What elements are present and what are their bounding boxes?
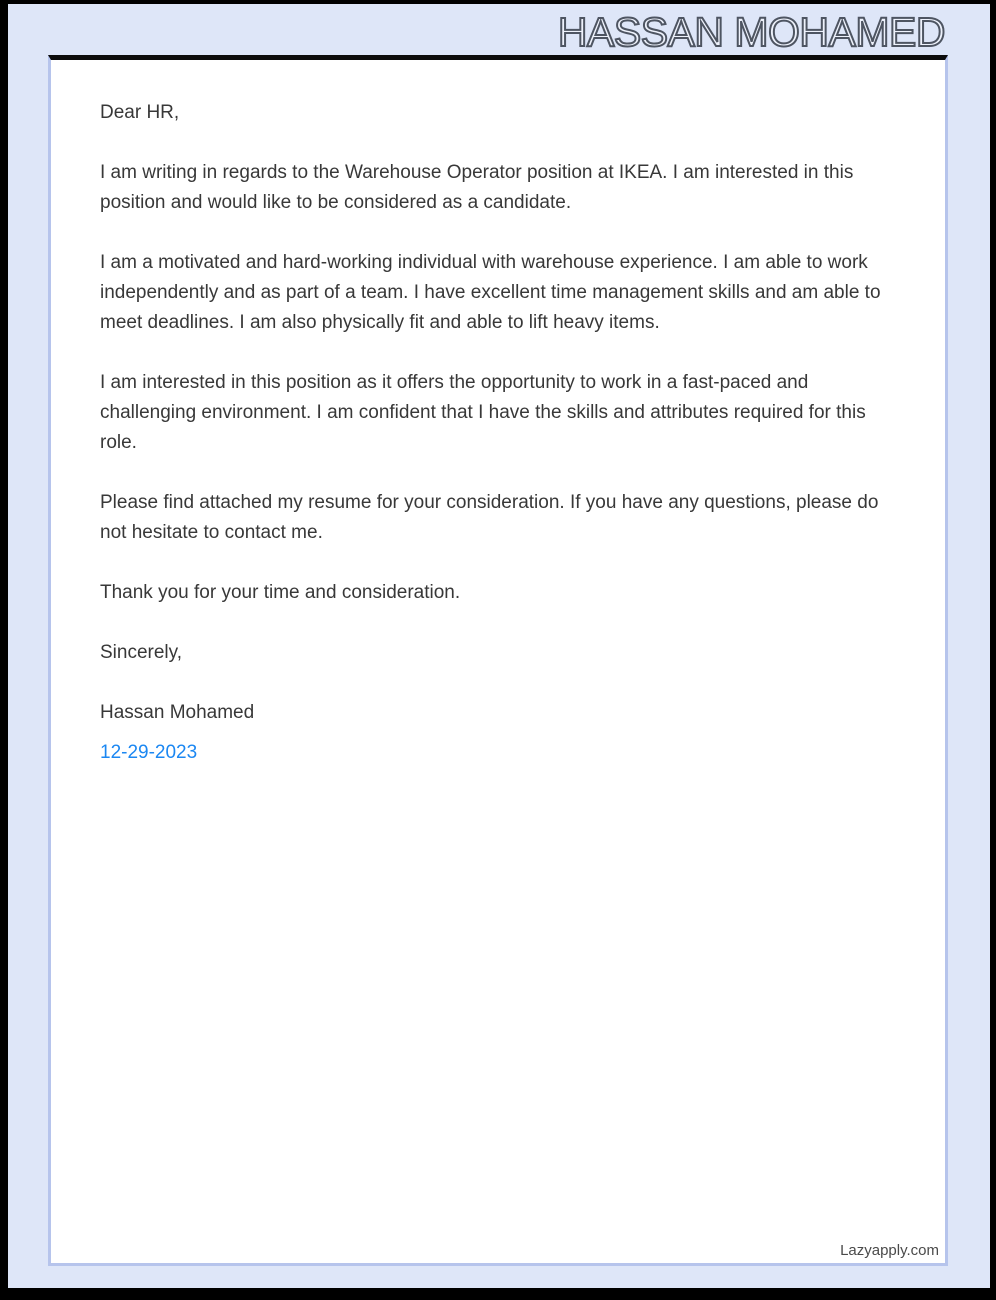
thanks-line: Thank you for your time and consideration. (100, 582, 461, 603)
letter-body (51, 60, 945, 768)
letter-paragraph: I am interested in this position as it offers the opportunity to work in a fast-paced and challenging environment. I am confident that I have the skills and attributes required for this role. (100, 372, 866, 453)
salutation: Dear HR, (100, 102, 180, 123)
letter-paragraph: I am writing in regards to the Warehouse Operator position at IKEA. I am interested in this position and would like to be considered as a candidate. (100, 162, 854, 213)
date-link[interactable]: 12-29-2023 (100, 742, 198, 763)
lazyapply-watermark: Lazyapply.com (840, 1242, 939, 1259)
applicant-name-header: HASSAN MOHAMED (557, 9, 945, 55)
cover-letter-page (48, 55, 948, 1266)
letter-paragraph: I am a motivated and hard-working individual with warehouse experience. I am able to work independently and as part of a team. I have excellent time management skills and am able to meet deadlines. I am also physically fit and able to lift heavy items. (100, 252, 881, 333)
letter-paragraph: Please find attached my resume for your consideration. If you have any questions, please do not hesitate to contact me. (100, 492, 879, 543)
signature-name: Hassan Mohamed (100, 702, 255, 723)
closing-line: Sincerely, (100, 642, 183, 663)
